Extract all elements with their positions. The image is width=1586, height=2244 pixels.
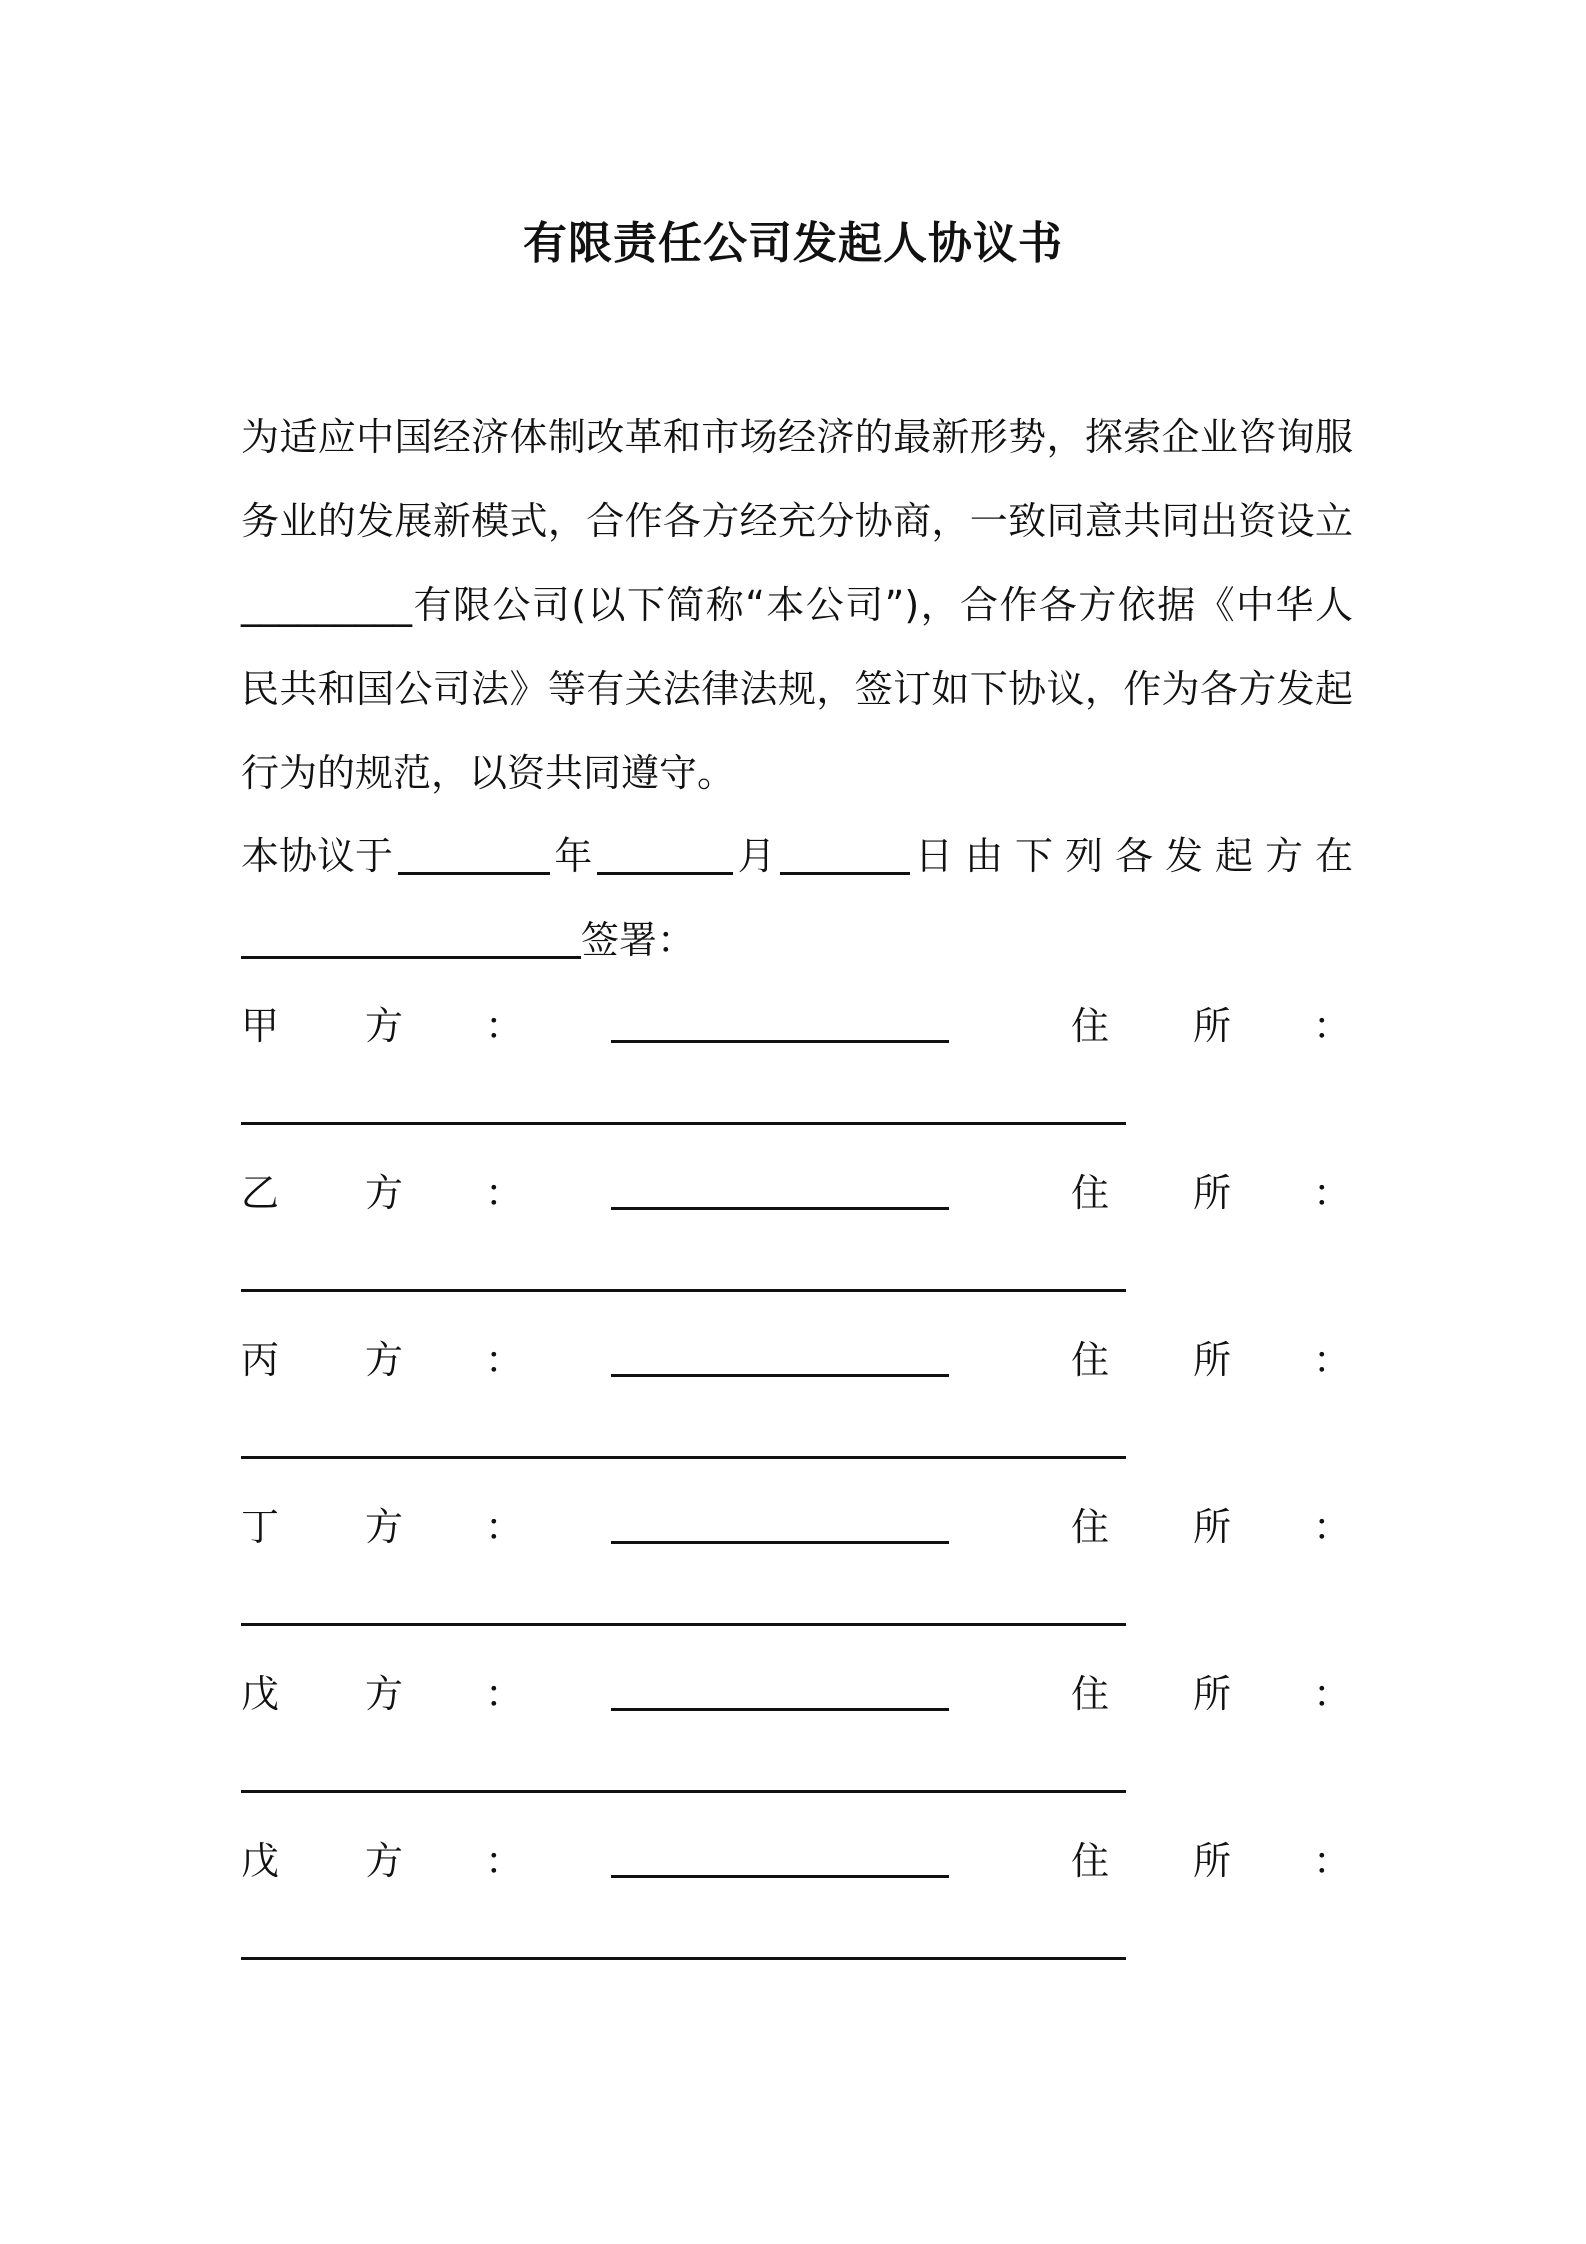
month-blank: [597, 826, 733, 875]
sign-place-blank: [241, 910, 581, 959]
address-blank-line: [241, 1289, 1126, 1292]
address-label-char: 所: [1193, 1004, 1232, 1048]
address-blank-line: [241, 1957, 1126, 1960]
date-line: [241, 826, 1365, 886]
address-label-char: 住: [1071, 1839, 1110, 1883]
date-prefix: 本协议于: [241, 834, 394, 878]
address-blank-line: [241, 1456, 1126, 1459]
party-name-blank: [611, 1207, 949, 1210]
day-suffix: 日由下列各发起方在: [914, 834, 1365, 878]
address-label-char: 住: [1071, 1171, 1110, 1215]
party-label-char: 甲: [241, 1004, 280, 1048]
address-label-char: 所: [1193, 1171, 1232, 1215]
party-colon: ：: [485, 1505, 524, 1549]
party-label-char: 戊: [241, 1839, 280, 1883]
address-colon: ：: [1313, 1505, 1352, 1549]
party-label-char: 方: [365, 1839, 404, 1883]
party-row: [241, 1497, 1353, 1557]
address-colon: ：: [1313, 1672, 1352, 1716]
sign-line: [241, 910, 1353, 970]
address-colon: ：: [1313, 1839, 1352, 1883]
party-row: [241, 1664, 1353, 1724]
address-label-char: 住: [1071, 1672, 1110, 1716]
address-label-char: 住: [1071, 1505, 1110, 1549]
address-blank-line: [241, 1623, 1126, 1626]
party-label-char: 戊: [241, 1672, 280, 1716]
address-label-char: 所: [1193, 1505, 1232, 1549]
party-label-char: 丁: [241, 1505, 280, 1549]
sign-suffix: 签署：: [581, 918, 696, 962]
party-label-char: 方: [365, 1171, 404, 1215]
party-colon: ：: [485, 1338, 524, 1382]
address-label-char: 所: [1193, 1672, 1232, 1716]
address-label-char: 所: [1193, 1338, 1232, 1382]
party-name-blank: [611, 1708, 949, 1711]
party-name-blank: [611, 1875, 949, 1878]
party-name-blank: [611, 1541, 949, 1544]
address-colon: ：: [1313, 1004, 1352, 1048]
year-label: 年: [554, 834, 593, 878]
party-row: [241, 1831, 1353, 1891]
address-blank-line: [241, 1790, 1126, 1793]
address-colon: ：: [1313, 1171, 1352, 1215]
party-name-blank: [611, 1374, 949, 1377]
party-label-char: 方: [365, 1004, 404, 1048]
party-colon: ：: [485, 1839, 524, 1883]
party-colon: ：: [485, 1004, 524, 1048]
address-label-char: 住: [1071, 1338, 1110, 1382]
address-colon: ：: [1313, 1338, 1352, 1382]
party-label-char: 方: [365, 1505, 404, 1549]
address-blank-line: [241, 1122, 1126, 1125]
document-title: 有限责任公司发起人协议书: [523, 218, 1063, 269]
party-row: [241, 1330, 1353, 1390]
party-label-char: 方: [365, 1672, 404, 1716]
day-blank: [780, 826, 910, 875]
year-blank: [398, 826, 550, 875]
party-name-blank: [611, 1040, 949, 1043]
intro-paragraph: 为适应中国经济体制改革和市场经济的最新形势，探索企业咨询服务业的发展新模式，合作各方经充分协商，一致同意共同出资设立_________有限公司(以下简称“本公司”)，合作各方依据《中华人民共和国公司法》等有关法律法规，签订如下协议，作为各方发起行为的规范，以资共同遵守。: [241, 415, 1353, 795]
party-row: [241, 996, 1353, 1056]
party-colon: ：: [485, 1171, 524, 1215]
address-label-char: 所: [1193, 1839, 1232, 1883]
month-label: 月: [737, 834, 776, 878]
party-label-char: 丙: [241, 1338, 280, 1382]
party-row: [241, 1163, 1353, 1223]
party-colon: ：: [485, 1672, 524, 1716]
address-label-char: 住: [1071, 1004, 1110, 1048]
party-label-char: 乙: [241, 1171, 280, 1215]
party-label-char: 方: [365, 1338, 404, 1382]
